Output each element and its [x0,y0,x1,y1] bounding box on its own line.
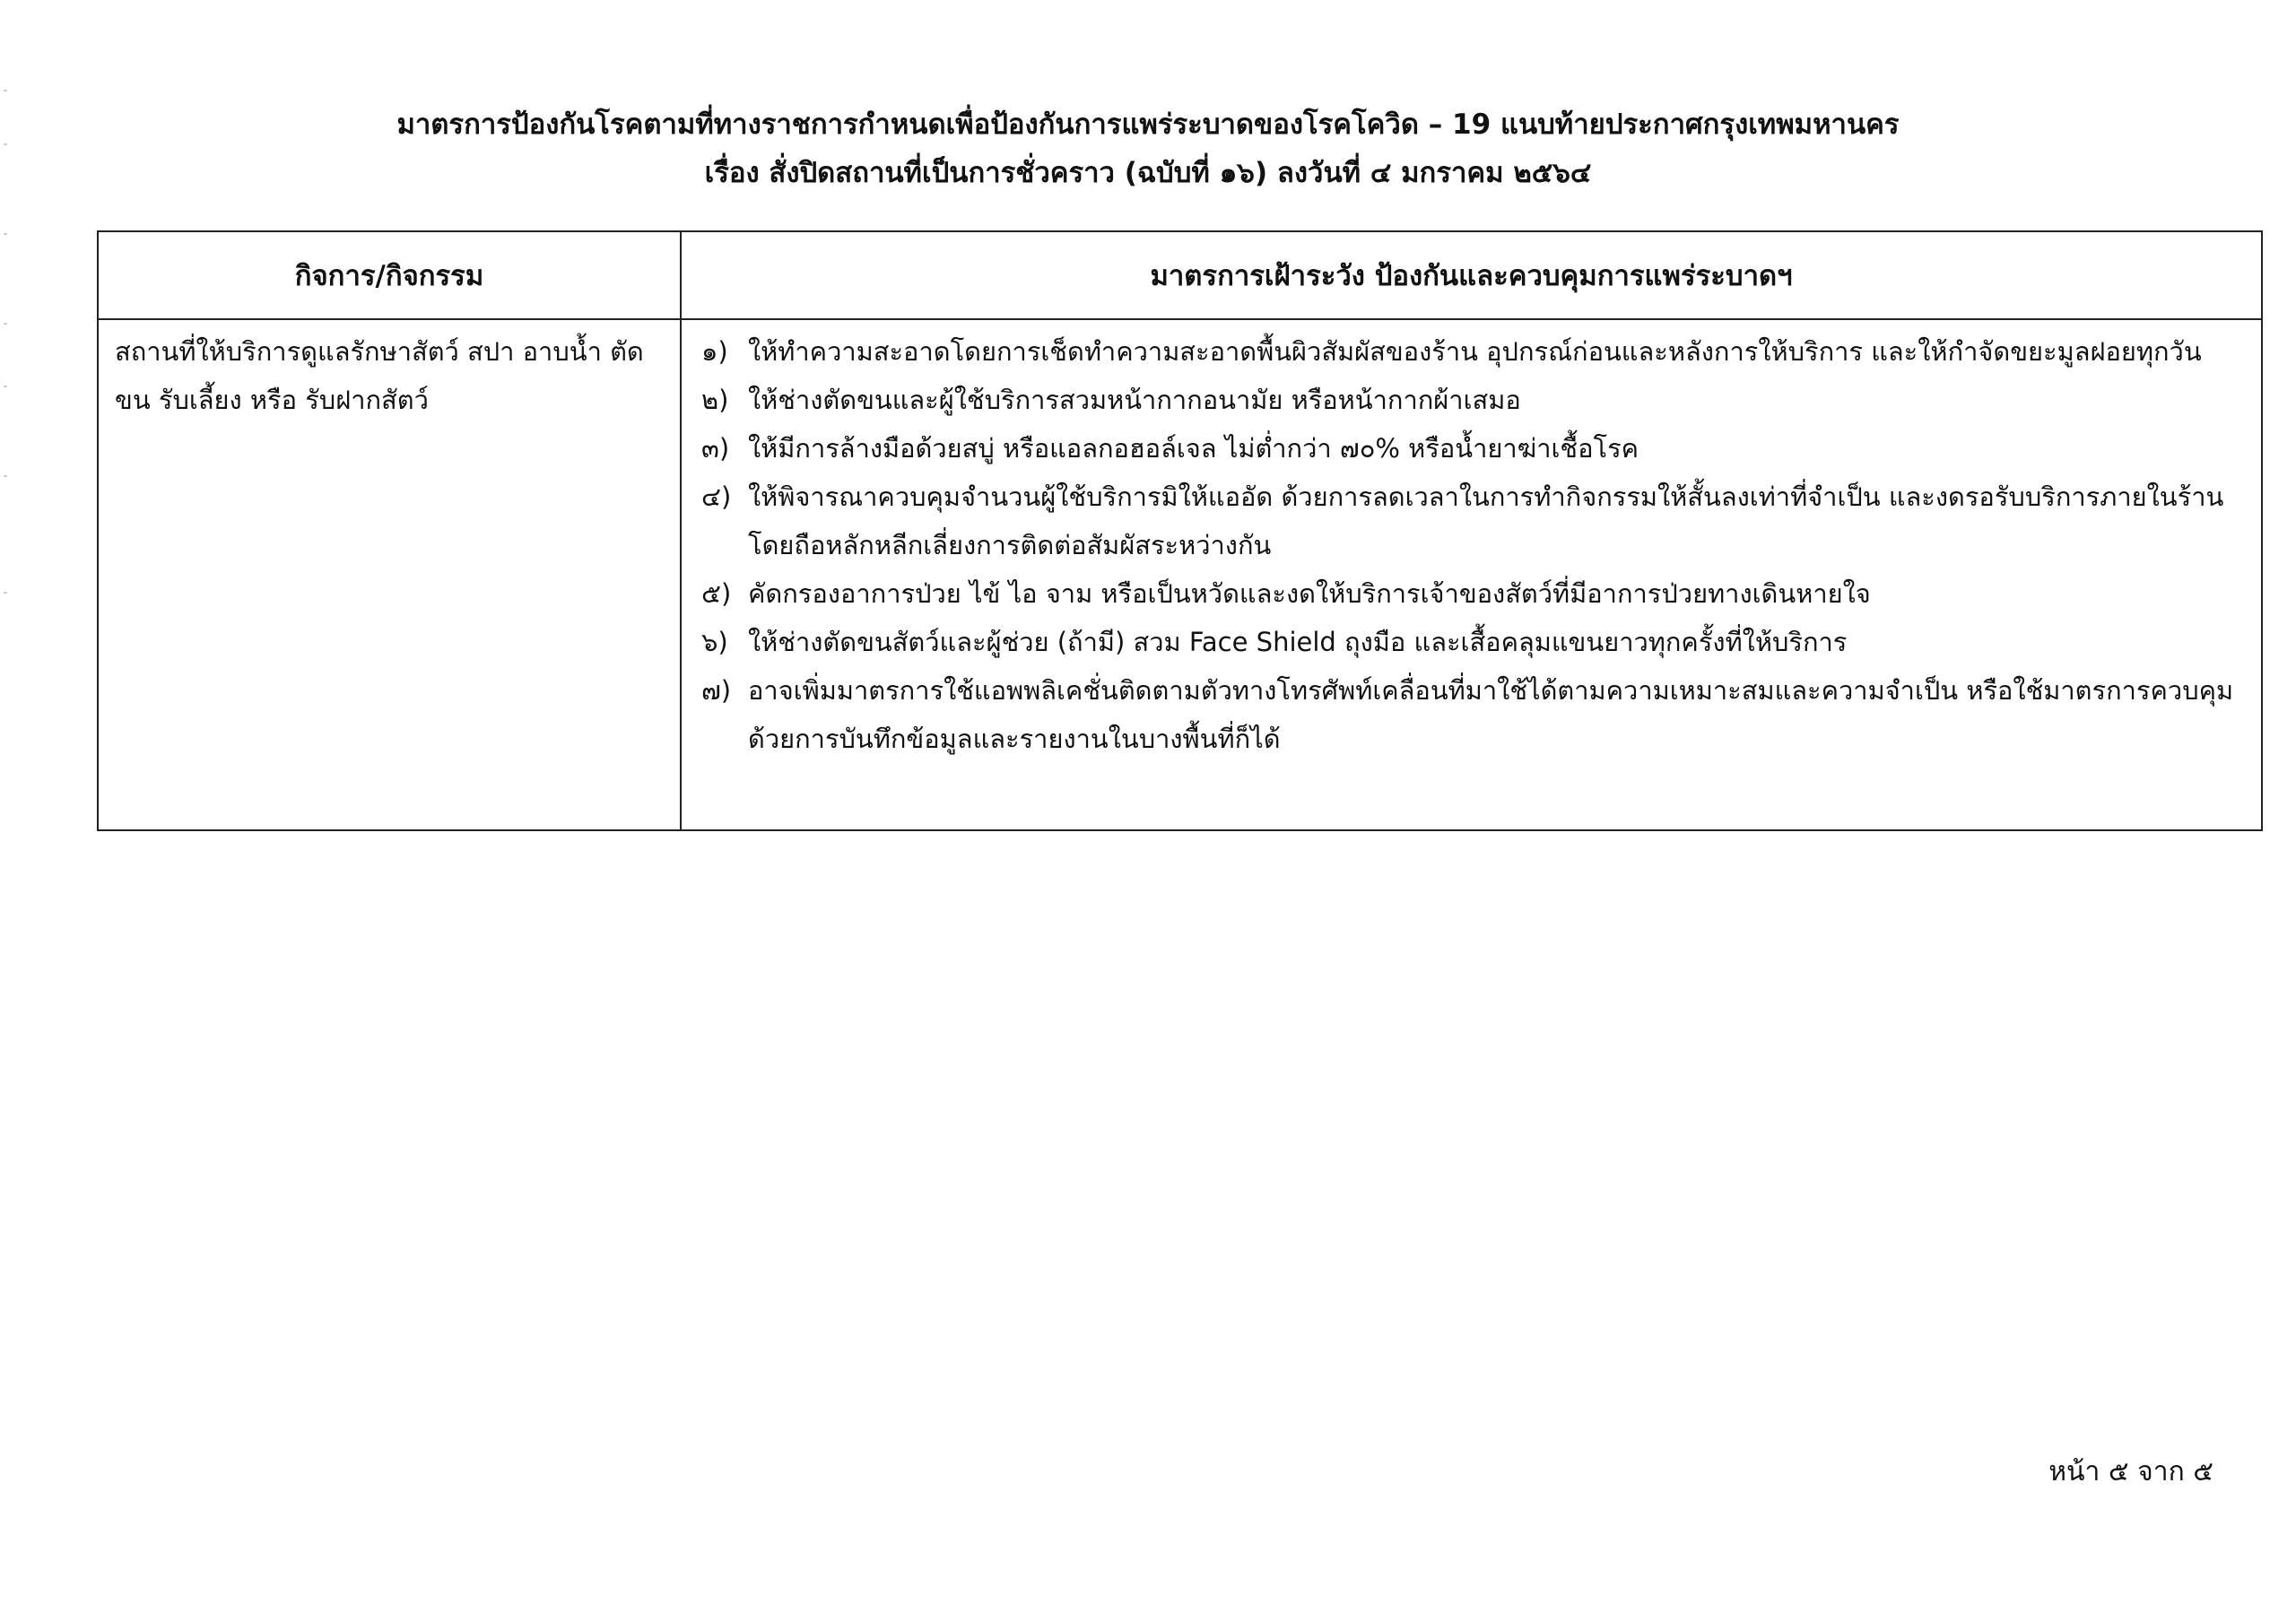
measure-item-1 [701,327,2234,376]
measure-number: ๒) [701,385,729,415]
title-line-2: เรื่อง สั่งปิดสถานที่เป็นการชั่วคราว (ฉบับที่ ๑๖) ลงวันที่ ๔ มกราคม ๒๕๖๔ [704,157,1592,189]
measure-number: ๔) [701,481,732,512]
measure-text: ให้พิจารณาควบคุมจำนวนผู้ใช้บริการมิให้แออัด ด้วยการลดเวลาในการทำกิจกรรมให้สั้นลงเท่าที่จำเป็น และงดรอรับบริการภายในร้าน โดยถือหลักหลีกเลี่ยงการติดต่อสัมผัสระหว่างกัน [748,481,2224,560]
measure-text: ให้ทำความสะอาดโดยการเช็ดทำความสะอาดพื้นผิวสัมผัสของร้าน อุปกรณ์ก่อนและหลังการให้บริการ และให้กำจัดขยะมูลฝอยทุกวัน [748,336,2202,367]
header-measures: มาตรการเฝ้าระวัง ป้องกันและควบคุมการแพร่ระบาดฯ [681,231,2262,319]
measure-list [701,327,2234,763]
table-header-row [98,231,2262,319]
document-title [0,100,2296,197]
measure-text: ให้มีการล้างมือด้วยสบู่ หรือแอลกอฮอล์เจล ไม่ต่ำกว่า ๗๐% หรือน้ำยาฆ่าเชื้อโรค [748,433,1639,464]
measure-item-2 [701,376,2234,424]
page-number: หน้า ๕ จาก ๕ [2048,1456,2213,1488]
measure-number: ๕) [701,578,732,609]
measure-text: อาจเพิ่มมาตรการใช้แอพพลิเคชั่นติดตามตัวทางโทรศัพท์เคลื่อนที่มาใช้ได้ตามความเหมาะสมและความจำเป็น หรือใช้มาตรการควบคุมด้วยการบันทึกข้อมูลและรายงานในบางพื้นที่ก็ได้ [748,675,2234,754]
measure-item-5 [701,569,2234,618]
measure-item-3 [701,424,2234,473]
measure-number: ๓) [701,433,730,464]
measure-text: ให้ช่างตัดขนและผู้ใช้บริการสวมหน้ากากอนามัย หรือหน้ากากผ้าเสมอ [748,385,1521,415]
measure-number: ๗) [701,675,732,706]
measure-number: ๑) [701,336,728,367]
table-row [98,319,2262,830]
measure-number: ๖) [701,627,728,657]
measure-item-7 [701,666,2234,763]
measures-table [97,230,2263,831]
header-activity: กิจการ/กิจกรรม [98,231,681,319]
measure-text: ให้ช่างตัดขนสัตว์และผู้ช่วย (ถ้ามี) สวม Face Shield ถุงมือ และเสื้อคลุมแขนยาวทุกครั้งที่ให้บริการ [748,627,1848,657]
measure-item-4 [701,473,2234,569]
title-line-1: มาตรการป้องกันโรคตามที่ทางราชการกำหนดเพื่อป้องกันการแพร่ระบาดของโรคโควิด – 19 แนบท้ายประกาศกรุงเทพมหานคร [396,108,1900,141]
measure-item-6 [701,618,2234,666]
activity-cell: สถานที่ให้บริการดูแลรักษาสัตว์ สปา อาบน้ำ ตัดขน รับเลี้ยง หรือ รับฝากสัตว์ [98,319,681,830]
measures-cell [681,319,2262,830]
measure-text: คัดกรองอาการป่วย ไข้ ไอ จาม หรือเป็นหวัดและงดให้บริการเจ้าของสัตว์ที่มีอาการป่วยทางเดินหายใจ [748,578,1871,609]
